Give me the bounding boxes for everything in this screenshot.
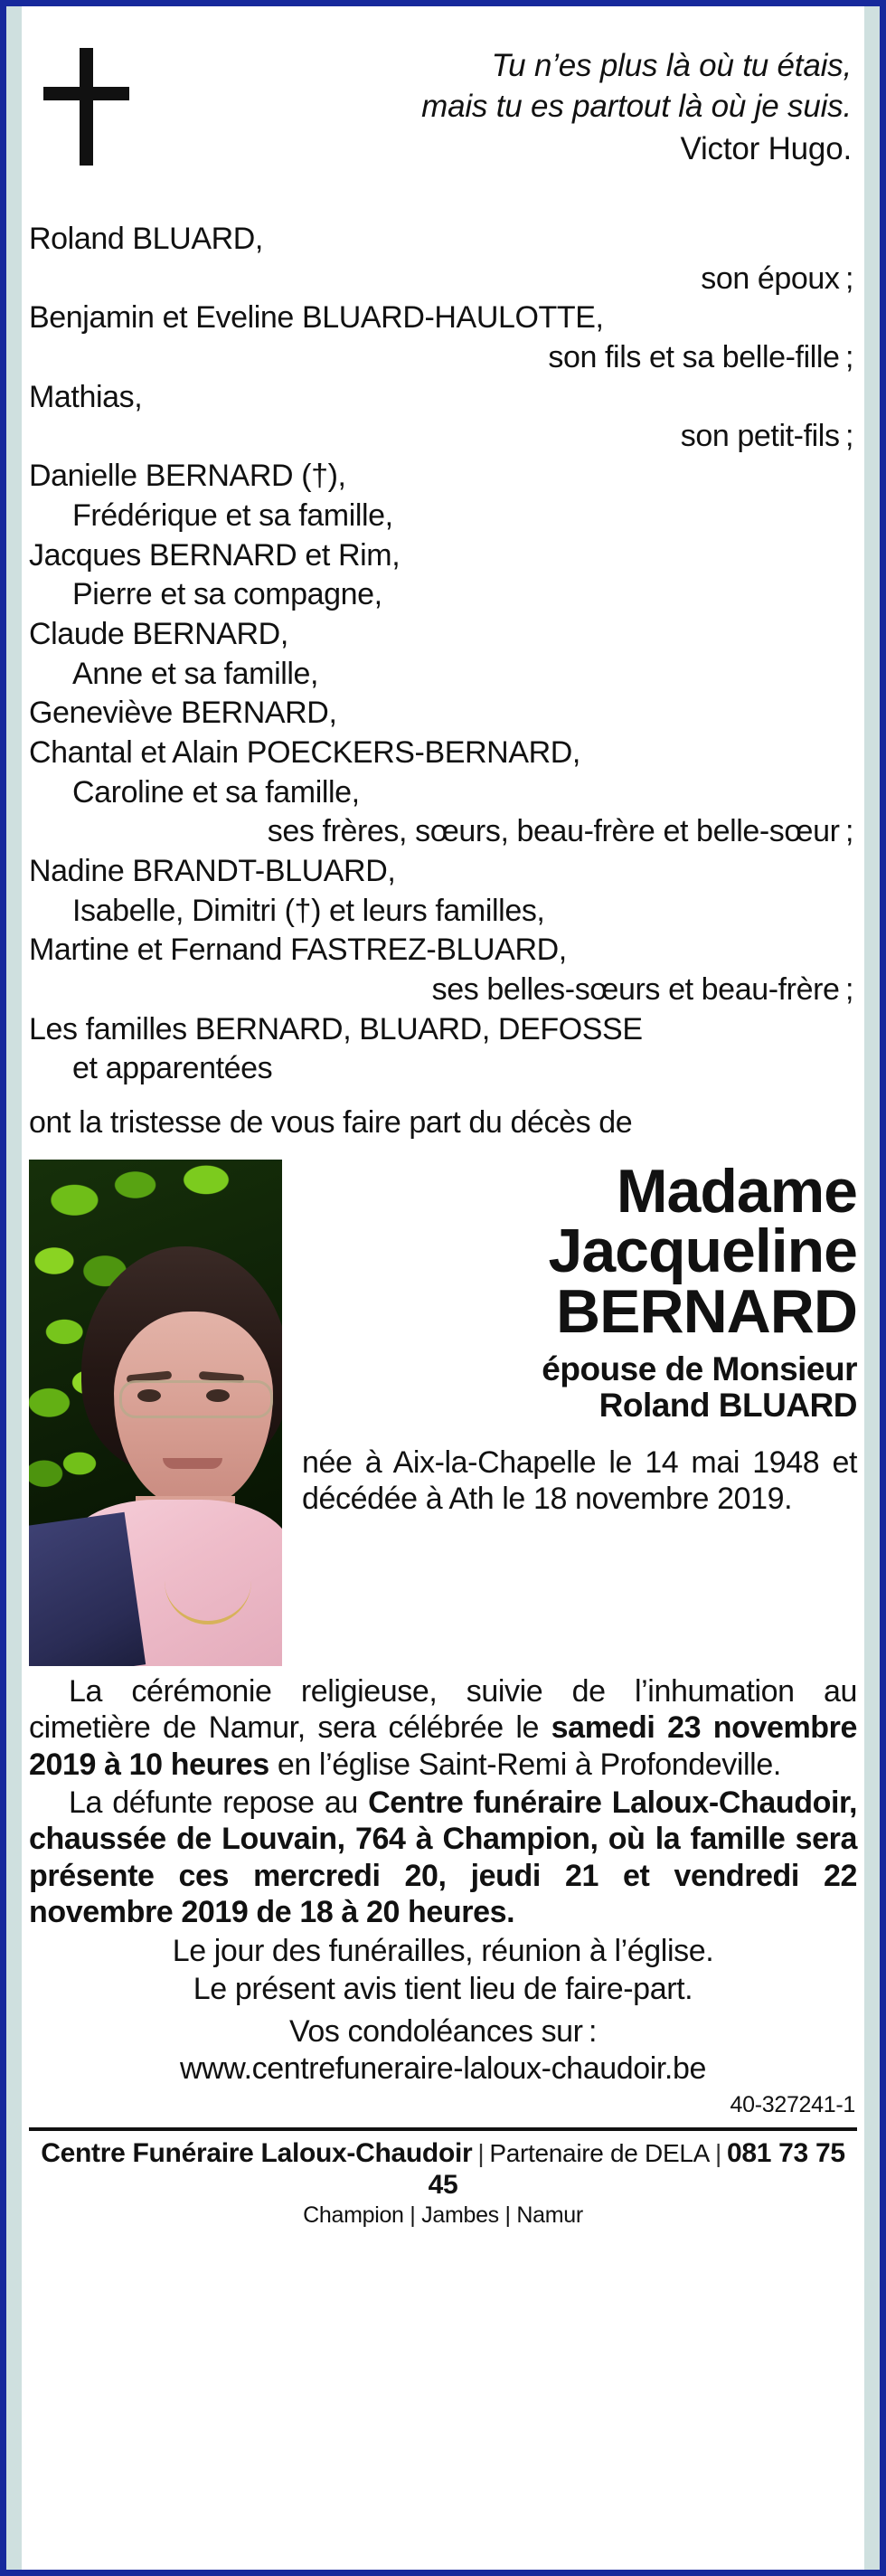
spouse-of-line <box>302 1351 857 1425</box>
family-list-line: ses frères, sœurs, beau-frère et belle-sœur ; <box>267 814 853 849</box>
deceased-feature-block <box>29 1156 857 1666</box>
footer-separator-1: | <box>477 2139 485 2168</box>
family-list <box>29 220 857 1089</box>
family-list-line: ses belles-sœurs et beau-frère ; <box>431 972 853 1008</box>
latin-cross-icon <box>42 48 130 166</box>
notice-header <box>29 6 857 214</box>
ceremony-paragraph <box>29 1673 857 1783</box>
ceremony-text-after: en l’église Saint-Remi à Profondeville. <box>269 1747 781 1782</box>
frame-bottom-border <box>0 2570 886 2576</box>
repose-venue-details: Centre funéraire Laloux-Chaudoir, chaussée de Louvain, 764 à Champion, où la famille sera présente ces mercredi 20, jeudi 21 et vendredi 22 novembre 2019 de 18 à 20 heures. <box>29 1785 858 1930</box>
ceremony-text-before: La cérémonie religieuse, suivie de l’inhumation au cimetière de Namur, sera célébrée le <box>29 1673 857 1746</box>
spouse-of-label: épouse de Monsieur <box>542 1350 857 1387</box>
deceased-title: Madame <box>616 1156 857 1226</box>
family-list-line: Claude BERNARD, <box>29 616 288 651</box>
family-list-line: Martine et Fernand FASTREZ-BLUARD, <box>29 933 567 968</box>
cross-horizontal-bar <box>43 87 129 100</box>
family-list-line: Chantal et Alain POECKERS-BERNARD, <box>29 734 580 770</box>
family-list-line: son époux ; <box>701 260 853 296</box>
deceased-name-block <box>282 1156 857 1517</box>
family-list-line: Geneviève BERNARD, <box>29 696 337 731</box>
footer-partner: Partenaire de DELA <box>489 2139 710 2168</box>
frame-right-border <box>880 0 886 2576</box>
announcement-leadin: ont la tristesse de vous faire part du décès de <box>29 1105 633 1141</box>
spouse-name: Roland BLUARD <box>599 1387 857 1425</box>
portrait-photo <box>29 1160 282 1666</box>
family-list-line: et apparentées <box>72 1051 273 1086</box>
quote-line-2: mais tu es partout là où je suis. <box>421 88 852 124</box>
condolences-block <box>29 2013 857 2088</box>
deceased-first-name: Jacqueline <box>548 1217 857 1286</box>
family-list-line: Isabelle, Dimitri (†) et leurs familles, <box>72 893 545 928</box>
family-list-line: Frédérique et sa famille, <box>72 497 393 533</box>
frame-left-border <box>0 0 6 2576</box>
notice-content <box>22 6 864 2570</box>
family-list-line: Les familles BERNARD, BLUARD, DEFOSSE <box>29 1011 643 1046</box>
photo-mouth <box>163 1458 222 1469</box>
birth-death-details: née à Aix-la-Chapelle le 14 mai 1948 et décédée à Ath le 18 novembre 2019. <box>302 1444 857 1516</box>
epitaph-quote <box>345 46 852 169</box>
family-list-line: Pierre et sa compagne, <box>72 577 382 612</box>
deceased-last-name: BERNARD <box>556 1276 857 1346</box>
footer-phone-number[interactable]: 081 73 75 45 <box>428 2138 845 2200</box>
cross-vertical-bar <box>80 48 93 166</box>
quote-author: Victor Hugo. <box>680 130 852 166</box>
notice-footer <box>29 2127 857 2229</box>
family-list-line: son petit-fils ; <box>680 419 853 454</box>
family-list-line: Jacques BERNARD et Rim, <box>29 537 401 573</box>
condolences-url[interactable]: www.centrefuneraire-laloux-chaudoir.be <box>179 2050 706 2086</box>
faire-part-paragraph: Le présent avis tient lieu de faire-part. <box>193 1972 693 2007</box>
frame-left-band <box>6 6 22 2570</box>
footer-company-name: Centre Funéraire Laloux-Chaudoir <box>41 2138 473 2169</box>
footer-separator-2: | <box>715 2139 721 2168</box>
notice-body <box>29 1673 857 2008</box>
repose-text-before: La défunte repose au <box>69 1785 369 1820</box>
frame-top-border <box>0 0 886 6</box>
reference-number: 40-327241-1 <box>730 2092 855 2118</box>
repose-paragraph <box>29 1785 857 1931</box>
family-list-line: Danielle BERNARD (†), <box>29 459 346 494</box>
family-list-line: son fils et sa belle-fille ; <box>548 340 853 375</box>
footer-primary-line <box>29 2138 857 2201</box>
photo-eyeglasses <box>119 1380 273 1418</box>
family-list-line: Benjamin et Eveline BLUARD-HAULOTTE, <box>29 300 604 336</box>
quote-line-1: Tu n’es plus là où tu étais, <box>491 48 852 83</box>
ceremony-datetime: samedi 23 novembre 2019 à 10 heures <box>29 1710 857 1782</box>
family-list-line: Nadine BRANDT-BLUARD, <box>29 854 396 888</box>
frame-right-band <box>864 6 880 2570</box>
family-list-line: Mathias, <box>29 379 143 414</box>
reunion-paragraph: Le jour des funérailles, réunion à l’église. <box>172 1933 714 1968</box>
family-list-line: Caroline et sa famille, <box>72 774 360 810</box>
family-list-line: Roland BLUARD, <box>29 222 263 256</box>
condolences-label: Vos condoléances sur : <box>288 2013 598 2049</box>
footer-cities: Champion | Jambes | Namur <box>303 2202 583 2229</box>
family-list-line: Anne et sa famille, <box>72 656 319 691</box>
